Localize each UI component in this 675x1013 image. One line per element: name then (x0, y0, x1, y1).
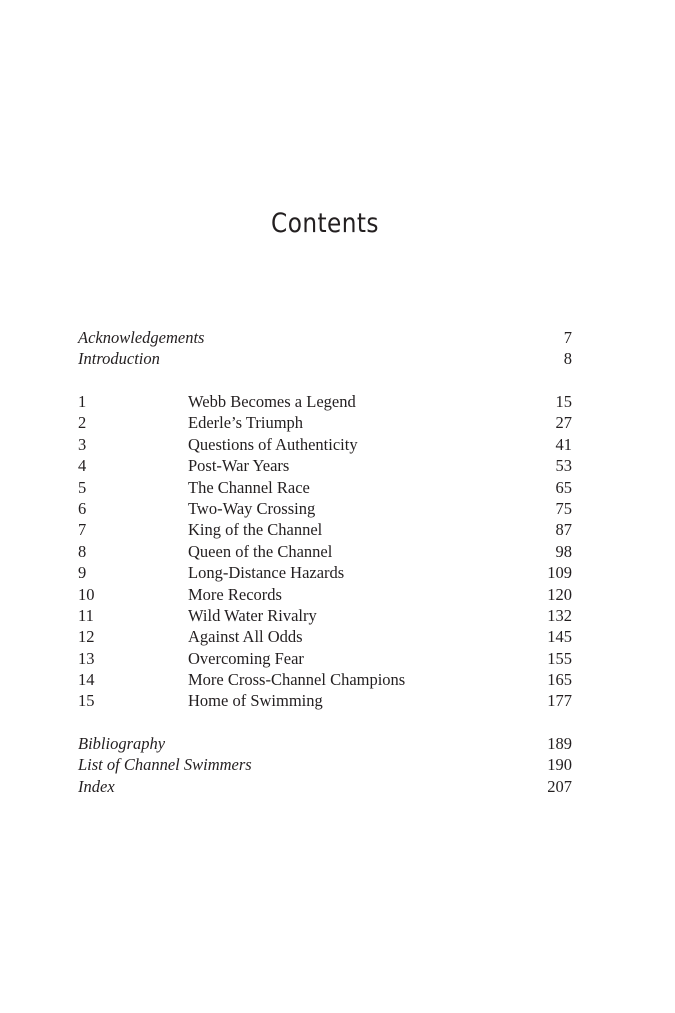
chapter-number: 1 (78, 392, 87, 411)
chapter-title: More Cross-Channel Champions (188, 670, 406, 690)
chapter-number: 5 (78, 477, 87, 497)
entry-page-number: 8 (563, 349, 572, 369)
chapter-number: 11 (78, 605, 94, 625)
entry-title: List of Channel Swimmers (78, 755, 252, 775)
chapter-entry[interactable] (78, 626, 572, 647)
chapter-page-number: 120 (547, 584, 572, 604)
entry-title: Acknowledgements (78, 328, 205, 347)
chapter-entry[interactable] (78, 562, 572, 583)
chapter-entry[interactable] (78, 391, 572, 412)
entry-page-number: 189 (547, 734, 572, 753)
chapter-entry[interactable] (78, 584, 572, 605)
chapter-page-number: 132 (547, 605, 572, 625)
chapter-page-number: 165 (547, 670, 572, 690)
page-title: Contents (271, 208, 379, 239)
chapter-entry[interactable] (78, 434, 572, 455)
chapter-list (78, 391, 572, 712)
chapter-page-number: 109 (547, 563, 572, 583)
chapter-entry[interactable] (78, 690, 572, 711)
chapter-number: 14 (78, 670, 95, 690)
chapter-number: 15 (78, 691, 95, 711)
back-matter-list (78, 733, 572, 797)
chapter-entry[interactable] (78, 605, 572, 626)
chapter-title: Queen of the Channel (188, 541, 333, 561)
chapter-title: More Records (188, 584, 282, 604)
front-matter-list (78, 327, 572, 370)
chapter-title: Against All Odds (188, 627, 303, 647)
entry-title: Introduction (78, 349, 160, 369)
entry-page-number: 190 (547, 755, 572, 775)
chapter-number: 7 (78, 520, 87, 540)
chapter-entry[interactable] (78, 455, 572, 476)
chapter-title: Questions of Authenticity (188, 434, 358, 454)
toc-entry[interactable] (78, 733, 572, 754)
chapter-number: 6 (78, 498, 87, 518)
chapter-title: Ederle’s Triumph (188, 413, 304, 433)
chapter-number: 13 (78, 648, 95, 668)
chapter-page-number: 98 (555, 541, 572, 561)
chapter-page-number: 87 (555, 520, 572, 540)
chapter-entry[interactable] (78, 541, 572, 562)
toc-entry[interactable] (78, 754, 572, 775)
chapter-page-number: 155 (547, 648, 572, 668)
chapter-title: Overcoming Fear (188, 648, 304, 668)
chapter-title: Home of Swimming (188, 691, 323, 711)
toc-entry[interactable] (78, 776, 572, 797)
entry-page-number: 207 (547, 776, 572, 796)
chapter-number: 10 (78, 584, 95, 604)
entry-title: Index (78, 776, 115, 796)
chapter-title: Two-Way Crossing (188, 498, 316, 518)
chapter-entry[interactable] (78, 519, 572, 540)
toc-entry[interactable] (78, 327, 572, 348)
chapter-page-number: 53 (555, 456, 572, 476)
chapter-page-number: 15 (555, 392, 572, 411)
chapter-entry[interactable] (78, 648, 572, 669)
chapter-title: Wild Water Rivalry (188, 605, 317, 625)
chapter-title: King of the Channel (188, 520, 323, 540)
chapter-title: Webb Becomes a Legend (188, 392, 356, 411)
chapter-number: 3 (78, 434, 87, 454)
chapter-title: The Channel Race (188, 477, 310, 497)
chapter-page-number: 145 (547, 627, 572, 647)
chapter-title: Post-War Years (188, 456, 290, 476)
chapter-entry[interactable] (78, 669, 572, 690)
entry-title: Bibliography (78, 734, 166, 753)
toc-entry[interactable] (78, 348, 572, 369)
chapter-page-number: 27 (555, 413, 572, 433)
chapter-number: 9 (78, 563, 87, 583)
chapter-number: 8 (78, 541, 87, 561)
chapter-page-number: 75 (555, 498, 572, 518)
chapter-page-number: 65 (555, 477, 572, 497)
chapter-entry[interactable] (78, 477, 572, 498)
chapter-page-number: 177 (547, 691, 572, 711)
chapter-entry[interactable] (78, 412, 572, 433)
chapter-page-number: 41 (555, 434, 572, 454)
chapter-title: Long-Distance Hazards (188, 563, 345, 583)
chapter-number: 12 (78, 627, 95, 647)
chapter-number: 4 (78, 456, 87, 476)
chapter-entry[interactable] (78, 498, 572, 519)
chapter-number: 2 (78, 413, 87, 433)
entry-page-number: 7 (563, 328, 572, 347)
